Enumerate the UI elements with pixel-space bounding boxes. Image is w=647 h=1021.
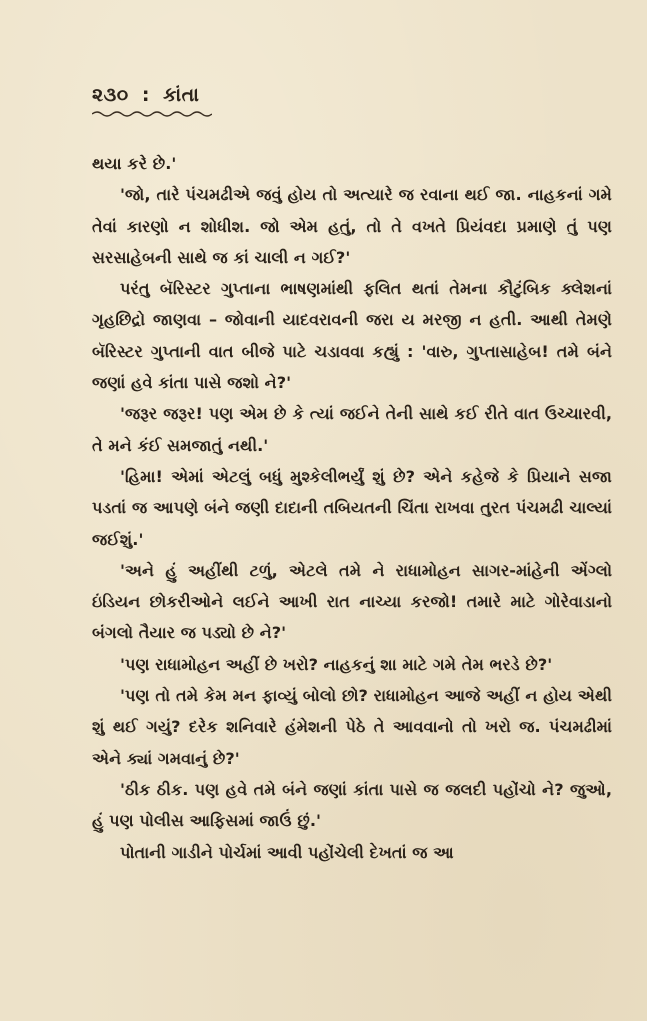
paragraph: 'અને હું અહીંથી ટળું, એટલે તમે ને રાધામોહન સાગર-માંહેની એંગ્લો ઇંડિયન છોકરીઓને લઈને આખી રાત નાચ્યા કરજો! તમારે માટે ગોરેવાડાનો બંગલો તૈયાર જ પડ્યો છે ને?' bbox=[92, 560, 612, 643]
paragraph: 'પણ રાધામોહન અહીં છે ખરો? નાહકનું શા માટે ગમે તેમ ભરડે છે?' bbox=[120, 654, 553, 674]
running-head bbox=[92, 84, 199, 106]
paragraph: થયા કરે છે.' bbox=[92, 154, 177, 173]
paragraph: પરંતુ બૅરિસ્ટર ગુપ્તાના ભાષણમાંથી ફલિત થતાં તેમના કૌટુંબિક ક્લેશનાં ગૃહછિદ્રો જાણવા – જોવાની યાદવરાવની જરા ય મરજી ન હતી. આથી તેમણે બૅરિસ્ટર ગુપ્તાની વાત બીજે પાટે ચડાવવા કહ્યું : 'વારુ, ગુપ્તાસાહેબ! તમે બંને જણાં હવે કાંતા પાસે જશો ને?' bbox=[92, 279, 612, 393]
body-text bbox=[92, 148, 612, 868]
paragraph: 'પણ તો તમે કેમ મન ફાવ્યું બોલો છો? રાધામોહન આજે અહીં ન હોય એથી શું થઈ ગયું? દરેક શનિવારે હંમેશની પેઠે તે આવવાનો તો ખરો જ. પંચમઢીમાં એને ક્યાં ગમવાનું છે?' bbox=[92, 686, 612, 768]
paragraph: 'જરૂર જરૂર! પણ એમ છે કે ત્યાં જઈને તેની સાથે કઈ રીતે વાત ઉચ્ચારવી, તે મને કંઈ સમજાતું નથી.' bbox=[92, 404, 612, 455]
running-head-separator: : bbox=[141, 84, 150, 106]
paragraph: 'હિમા! એમાં એટલું બધું મુશ્કેલીભર્યું શું છે? એને કહેજે કે પ્રિયાને સજા પડતાં જ આપણે બંને જણી દાદાની તબિયતની ચિંતા રાખવા તુરત પંચમઢી ચાલ્યાં જઈશું.' bbox=[92, 466, 612, 549]
paragraph: 'જો, તારે પંચમઢીએ જવું હોય તો અત્યારે જ રવાના થઈ જા. નાહકનાં ગમે તેવાં કારણો ન શોધીશ. જો એમ હતું, તો તે વખતે પ્રિયંવદા પ્રમાણે તું પણ સરસાહેબની સાથે જ કાં ચાલી ન ગઈ?' bbox=[92, 185, 612, 267]
paragraph: 'ઠીક ઠીક. પણ હવે તમે બંને જણાં કાંતા પાસે જ જલદી પહોંચો ને? જુઓ, હું પણ પોલીસ આફિસમાં જાઉં છું.' bbox=[92, 779, 612, 831]
wavy-underline-ornament bbox=[92, 110, 212, 118]
book-title: કાંતા bbox=[163, 84, 200, 106]
paragraph: પોતાની ગાડીને પોર્ચમાં આવી પહોંચેલી દેખતાં જ આ bbox=[120, 842, 454, 862]
page-number: ૨૩૦ bbox=[92, 84, 129, 106]
